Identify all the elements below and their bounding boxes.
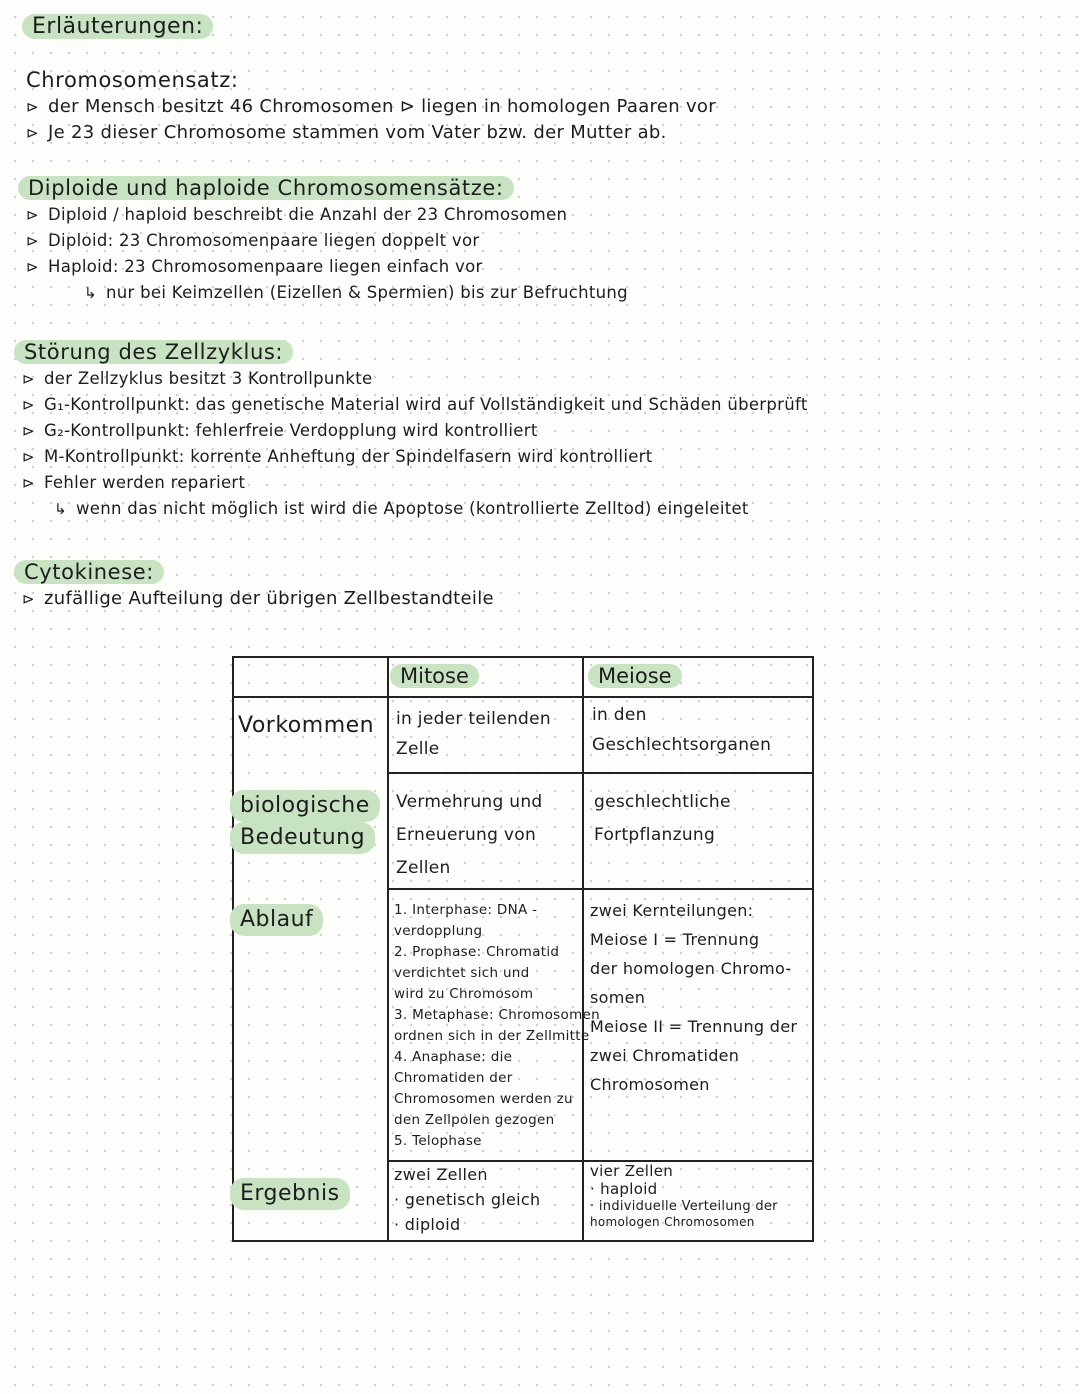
- table-border: [232, 696, 814, 698]
- table-border: [232, 1240, 814, 1242]
- section-heading: Störung des Zellzyklus:: [22, 340, 808, 364]
- row-label-bedeutung: biologische Bedeutung: [238, 790, 380, 854]
- note-line: ⊳ zufällige Aufteilung der übrigen Zellbestandteile: [22, 586, 494, 612]
- note-line: ⊳ M-Kontrollpunkt: korrente Anheftung der Spindelfasern wird kontrolliert: [22, 444, 808, 470]
- note-line: ⊳ Diploid / haploid beschreibt die Anzahl der 23 Chromosomen: [26, 202, 628, 228]
- note-line: ⊳ Je 23 dieser Chromosome stammen vom Vater bzw. der Mutter ab.: [26, 120, 716, 146]
- section-heading: Chromosomensatz:: [26, 68, 239, 92]
- return-arrow-icon: ↳: [54, 500, 67, 518]
- header-mitose: Mitose: [398, 664, 479, 688]
- note-line: ⊳ Fehler werden repariert: [22, 470, 808, 496]
- cell-vorkommen-mitose: in jeder teilenden Zelle: [396, 709, 551, 759]
- arrow-icon: ⊳: [26, 124, 39, 142]
- row-label-vorkommen: Vorkommen: [238, 713, 375, 738]
- row-label-ergebnis: Ergebnis: [238, 1178, 350, 1210]
- table-border: [812, 656, 814, 1242]
- note-line: ⊳ G₁-Kontrollpunkt: das genetische Material wird auf Vollständigkeit und Schäden überprüft: [22, 392, 808, 418]
- note-subline: ↳ wenn das nicht möglich ist wird die Apoptose (kontrollierte Zelltod) eingeleitet: [22, 496, 808, 522]
- page-title: [30, 14, 213, 39]
- arrow-icon: ⊳: [26, 258, 39, 276]
- cell-ablauf-meiose: zwei Kernteilungen: Meiose I = Trennung der homologen Chromo- somen Meiose II = Trennung der zwei Chromatiden Chromosomen: [590, 901, 798, 1094]
- note-line: ⊳ Haploid: 23 Chromosomenpaare liegen einfach vor: [26, 254, 628, 280]
- table-border: [387, 888, 814, 890]
- arrow-icon: ⊳: [22, 590, 35, 608]
- row-label-ablauf: Ablauf: [238, 904, 323, 936]
- arrow-icon: ⊳: [26, 206, 39, 224]
- section-cytokinese: [22, 560, 494, 612]
- section-diploid-haploid: [26, 176, 628, 306]
- return-arrow-icon: ↳: [84, 284, 97, 302]
- section-chromosomensatz: [26, 68, 716, 146]
- arrow-icon: ⊳: [26, 232, 39, 250]
- section-heading: Diploide und haploide Chromosomensätze:: [26, 176, 628, 200]
- table-border: [387, 772, 814, 774]
- cell-vorkommen-meiose: in den Geschlechtsorganen: [592, 705, 772, 755]
- table-border: [387, 656, 389, 1242]
- note-line: ⊳ der Mensch besitzt 46 Chromosomen ⊳ liegen in homologen Paaren vor: [26, 94, 716, 120]
- cell-ergebnis-meiose: vier Zellen · haploid · individuelle Verteilung der homologen Chromosomen: [590, 1162, 778, 1229]
- arrow-icon: ⊳: [22, 370, 35, 388]
- cell-bedeutung-mitose: Vermehrung und Erneuerung von Zellen: [396, 792, 543, 878]
- arrow-icon: ⊳: [22, 448, 35, 466]
- table-border: [232, 656, 234, 1242]
- comparison-table: [232, 656, 814, 1242]
- note-subline: ↳ nur bei Keimzellen (Eizellen & Spermien) bis zur Befruchtung: [26, 280, 628, 306]
- section-zellzyklus: [22, 340, 808, 522]
- note-line: ⊳ G₂-Kontrollpunkt: fehlerfreie Verdopplung wird kontrolliert: [22, 418, 808, 444]
- table-border: [232, 656, 814, 658]
- arrow-icon: ⊳: [22, 422, 35, 440]
- cell-bedeutung-meiose: geschlechtliche Fortpflanzung: [594, 792, 731, 845]
- note-line: ⊳ der Zellzyklus besitzt 3 Kontrollpunkte: [22, 366, 808, 392]
- section-heading: Cytokinese:: [22, 560, 494, 584]
- cell-ergebnis-mitose: zwei Zellen · genetisch gleich · diploid: [394, 1165, 541, 1234]
- arrow-icon: ⊳: [22, 396, 35, 414]
- cell-ablauf-mitose: 1. Interphase: DNA - verdopplung 2. Prophase: Chromatid verdichtet sich und wird zu Chromosom 3. Metaphase: Chromosomen ordnen sich in der Zellmitte 4. Anaphase: die Chromatiden der Chromosomen werden zu den Zellpolen gezogen 5. Telophase: [394, 902, 600, 1149]
- arrow-icon: ⊳: [26, 98, 39, 116]
- note-line: ⊳ Diploid: 23 Chromosomenpaare liegen doppelt vor: [26, 228, 628, 254]
- title-text: Erläuterungen:: [22, 14, 213, 39]
- arrow-icon: ⊳: [22, 474, 35, 492]
- header-meiose: Meiose: [596, 664, 682, 688]
